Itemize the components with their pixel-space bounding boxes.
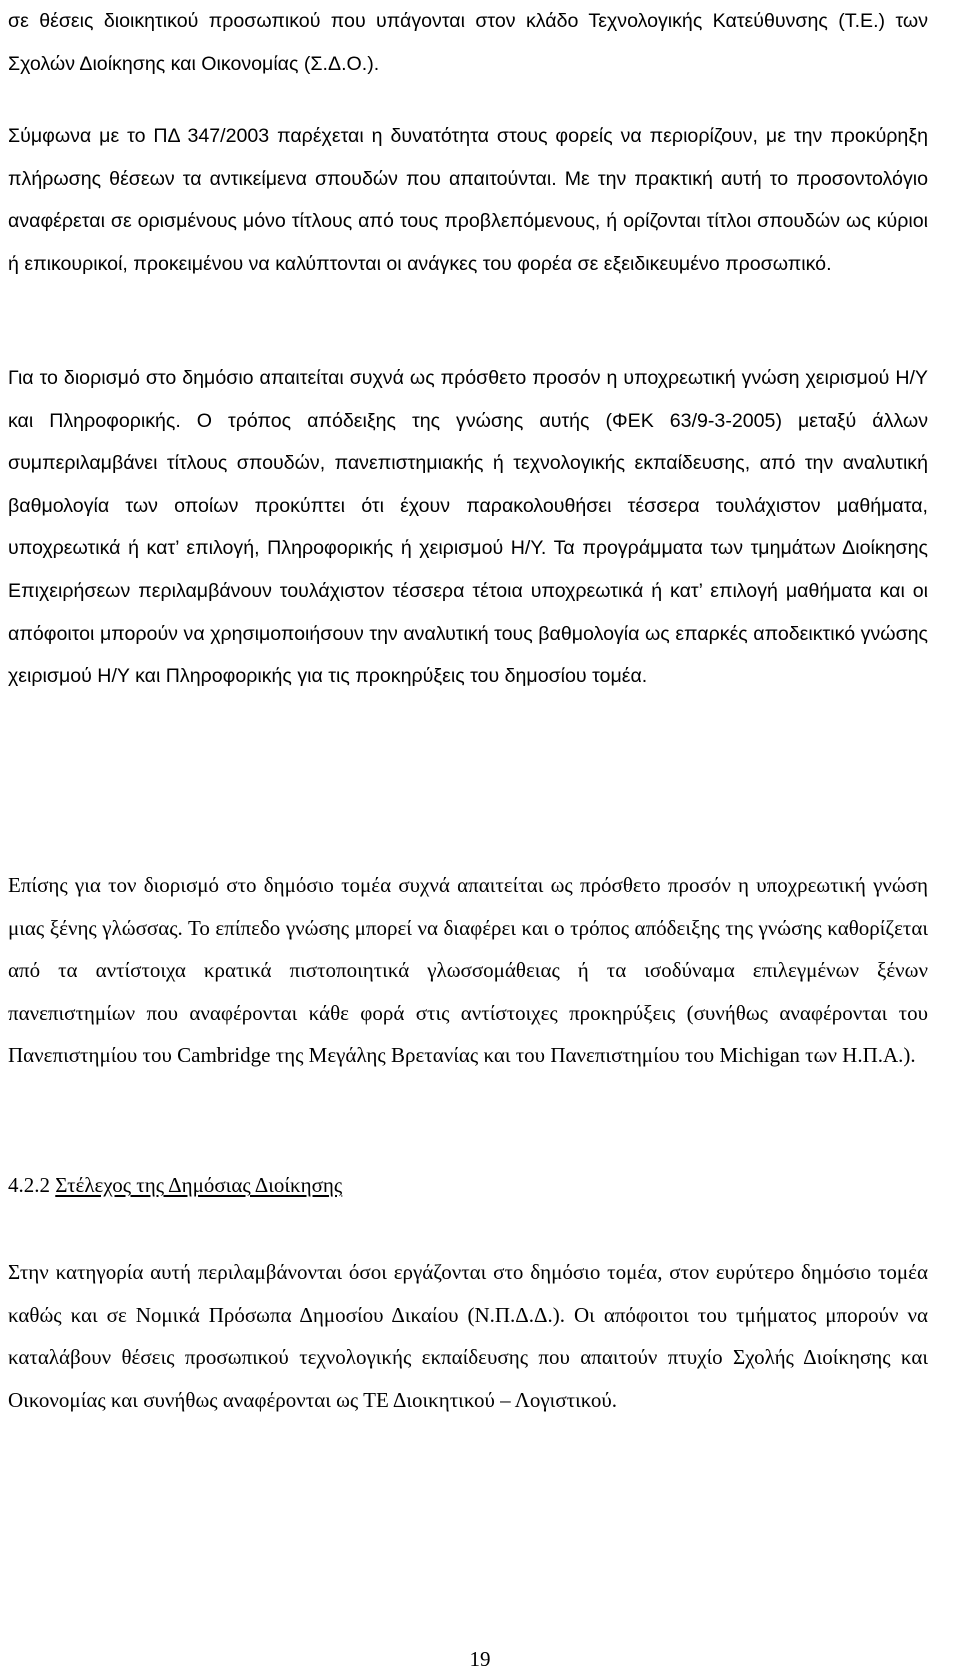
section-heading-title: Στέλεχος της Δημόσιας Διοίκησης — [55, 1173, 343, 1197]
paragraph-computer-skills: Για το διορισμό στο δημόσιο απαιτείται συχνά ως πρόσθετο προσόν η υποχρεωτική γνώση χειρισμού Η/Υ και Πληροφορικής. Ο τρόπος απόδειξης της γνώσης αυτής (ΦΕΚ 63/9-3-2005) μεταξύ άλλων συμπεριλαμβάνει τίτλους σπουδών, πανεπιστημιακής ή τεχνολογικής εκπαίδευσης, από την αναλυτική βαθμολογία των οποίων προκύπτει ότι έχουν παρακολουθήσει τέσσερα τουλάχιστον μαθήματα, υποχρεωτικά ή κατ’ επιλογή, Πληροφορικής ή χειρισμού Η/Υ. Τα προγράμματα των τμημάτων Διοίκησης Επιχειρήσεων περιλαμβάνουν τουλάχιστον τέσσερα τέτοια υποχρεωτικά ή κατ’ επιλογή μαθήματα και οι απόφοιτοι μπορούν να χρησιμοποιήσουν την αναλυτική τους βαθμολογία ως επαρκές αποδεικτικό γνώσης χειρισμού Η/Υ και Πληροφορικής για τις προκηρύξεις του δημοσίου τομέα. — [8, 367, 928, 688]
paragraph-public-sector: Στην κατηγορία αυτή περιλαμβάνονται όσοι εργάζονται στο δημόσιο τομέα, στον ευρύτερο δημόσιο τομέα καθώς και σε Νομικά Πρόσωπα Δημοσίου Δικαίου (Ν.Π.Δ.Δ.). Οι απόφοιτοι του τμήματος μπορούν να καταλάβουν θέσεις προσωπικού τεχνολογικής εκπαίδευσης που απαιτούν πτυχίο Σχολής Διοίκησης και Οικονομίας και συνήθως αναφέρονται ως ΤΕ Διοικητικού – Λογιστικού. — [8, 1260, 928, 1412]
section-heading — [8, 1164, 342, 1207]
paragraph-pd-347-2003: Σύμφωνα με το ΠΔ 347/2003 παρέχεται η δυνατότητα στους φορείς να περιορίζουν, με την προκύρηξη πλήρωσης θέσεων τα αντικείμενα σπουδών που απαιτούνται. Με την πρακτική αυτή το προσοντολόγιο αναφέρεται σε ορισμένους μόνο τίτλους από τους προβλεπόμενους, ή ορίζονται τίτλοι σπουδών ως κύριοι ή επικουρικοί, προκειμένου να καλύπτονται οι ανάγκες του φορέα σε εξειδικευμένο προσωπικό. — [8, 125, 928, 275]
section-heading-number: 4.2.2 — [8, 1173, 50, 1197]
paragraph-foreign-language: Επίσης για τον διορισμό στο δημόσιο τομέα συχνά απαιτείται ως πρόσθετο προσόν η υποχρεωτική γνώση μιας ξένης γλώσσας. Το επίπεδο γνώσης μπορεί να διαφέρει και ο τρόπος απόδειξης της γνώσης καθορίζεται από τα αντίστοιχα κρατικά πιστοποιητικά γλωσσομάθειας ή τα ισοδύναμα επιλεγμένων ξένων πανεπιστημίων που αναφέρονται κάθε φορά στις αντίστοιχες προκηρύξεις (συνήθως αναφέρονται του Πανεπιστημίου του Cambridge της Μεγάλης Βρετανίας και του Πανεπιστημίου του Michigan των Η.Π.Α.). — [8, 873, 928, 1068]
paragraph-directorate-staff: σε θέσεις διοικητικού προσωπικού που υπάγονται στον κλάδο Τεχνολογικής Κατεύθυνσης (Τ.Ε.) των Σχολών Διοίκησης και Οικονομίας (Σ.Δ.Ο.). — [8, 10, 928, 75]
page-number: 19 — [469, 1647, 491, 1671]
